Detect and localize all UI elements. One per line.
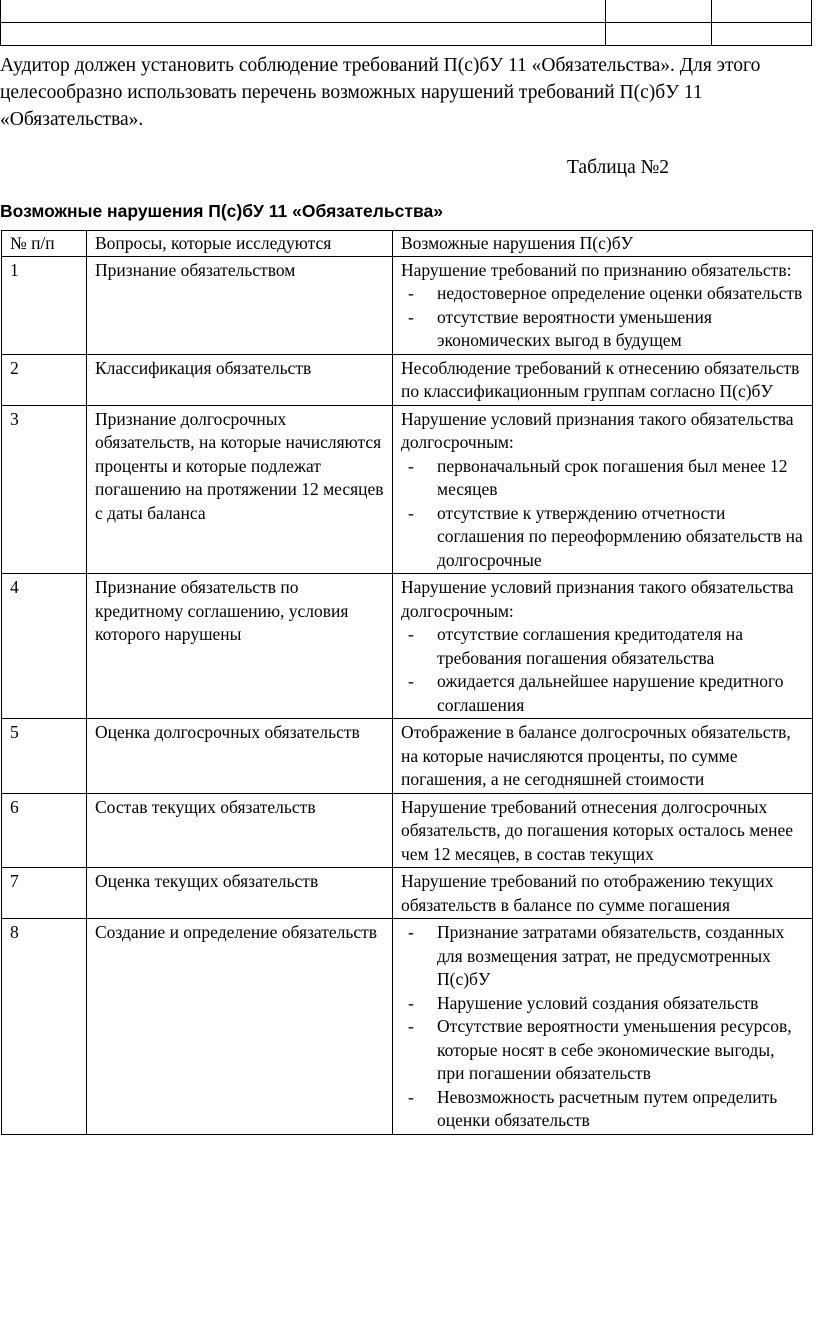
row-violation xyxy=(393,919,813,1135)
top-table-fragment xyxy=(0,0,812,46)
table-cell xyxy=(606,23,712,46)
row-question: Состав текущих обязательств xyxy=(87,793,393,868)
dash-marker: - xyxy=(408,1086,414,1107)
list-item-text: Невозможность расчетным путем определить оценки обязательств xyxy=(437,1086,778,1130)
table-cell xyxy=(606,0,712,23)
list-item-text: ожидается дальнейшее нарушение кредитного соглашения xyxy=(437,671,784,715)
row-number: 6 xyxy=(2,793,87,868)
table-cell xyxy=(1,0,606,23)
list-item-text: недостоверное определение оценки обязательств xyxy=(437,283,803,303)
row-violation xyxy=(393,574,813,719)
list-item-text: Признание затратами обязательств, созданных для возмещения затрат, не предусмотренных П(с)бУ xyxy=(437,922,785,989)
table-row xyxy=(2,256,813,354)
row-question: Признание обязательством xyxy=(87,256,393,354)
violation-list xyxy=(401,455,806,573)
intro-paragraph: Аудитор должен установить соблюдение требований П(с)бУ 11 «Обязательства». Для этого целесообразно использовать перечень возможных нарушений требований П(с)бУ 11 «Обязательства». xyxy=(0,55,761,130)
row-violation xyxy=(393,256,813,354)
row-question: Признание обязательств по кредитному соглашению, условия которого нарушены xyxy=(87,574,393,719)
row-number: 4 xyxy=(2,574,87,719)
dash-marker: - xyxy=(408,624,414,644)
table-body xyxy=(2,256,813,1134)
row-question: Оценка долгосрочных обязательств xyxy=(87,719,393,794)
dash-marker: - xyxy=(408,283,414,303)
violation-text: Нарушение требований отнесения долгосрочных обязательств, до погашения которых осталось менее чем 12 месяцев, в состав текущих xyxy=(401,796,793,864)
list-item-text: отсутствие вероятности уменьшения экономических выгод в будущем xyxy=(437,306,712,350)
table-row xyxy=(2,919,813,1135)
list-item xyxy=(401,1086,806,1133)
table-title: Возможные нарушения П(с)бУ 11 «Обязательства» xyxy=(0,201,443,221)
list-item xyxy=(401,992,806,1016)
table-cell xyxy=(712,0,812,23)
table-row xyxy=(2,574,813,719)
row-number: 7 xyxy=(2,868,87,919)
table-row xyxy=(2,719,813,794)
list-item xyxy=(401,502,806,573)
list-item-text: Нарушение условий создания обязательств xyxy=(437,992,759,1013)
violation-list xyxy=(401,921,806,1133)
list-item-text: отсутствие соглашения кредитодателя на требования погашения обязательства xyxy=(437,624,744,668)
row-number: 1 xyxy=(2,256,87,354)
list-item-text: первоначальный срок погашения был менее 12 месяцев xyxy=(437,455,788,499)
table-row xyxy=(2,868,813,919)
dash-marker: - xyxy=(408,922,414,942)
row-number: 8 xyxy=(2,919,87,1135)
list-item xyxy=(401,670,806,717)
row-violation xyxy=(393,793,813,868)
row-violation xyxy=(393,868,813,919)
violation-text: Нарушение требований по отображению текущих обязательств в балансе по сумме погашения xyxy=(401,871,774,915)
violation-text: Отображение в балансе долгосрочных обязательств, на которые начисляются проценты, по сумме погашения, а не сегодняшней стоимости xyxy=(401,722,791,789)
row-question: Оценка текущих обязательств xyxy=(87,868,393,919)
header-question: Вопросы, которые исследуются xyxy=(87,231,393,257)
dash-marker: - xyxy=(408,306,414,327)
row-question: Классификация обязательств xyxy=(87,354,393,405)
dash-marker: - xyxy=(408,671,414,691)
violation-text: Нарушение условий признания такого обязательства долгосрочным: xyxy=(401,577,794,621)
list-item xyxy=(401,455,806,502)
row-violation xyxy=(393,354,813,405)
list-item xyxy=(401,623,806,670)
table-row xyxy=(2,405,813,574)
list-item xyxy=(401,1015,806,1086)
violation-list xyxy=(401,282,806,353)
table-row xyxy=(2,793,813,868)
list-item xyxy=(401,282,806,306)
violation-text: Нарушение условий признания такого обязательства долгосрочным: xyxy=(401,408,794,452)
table-number-label: Таблица №2 xyxy=(567,157,670,178)
table-cell xyxy=(1,23,606,46)
list-item-text: отсутствие к утверждению отчетности соглашения по переоформлению обязательств на долгосрочные xyxy=(437,502,803,570)
dash-marker: - xyxy=(408,1016,414,1036)
row-number: 2 xyxy=(2,354,87,405)
row-violation xyxy=(393,405,813,574)
violation-text: Несоблюдение требований к отнесению обязательств по классификационным группам согласно П(с)бУ xyxy=(401,357,800,401)
table-row xyxy=(2,354,813,405)
table-row xyxy=(1,23,812,46)
table-cell xyxy=(712,23,812,46)
row-number: 5 xyxy=(2,719,87,794)
list-item xyxy=(401,921,806,992)
dash-marker: - xyxy=(408,455,414,476)
list-item-text: Отсутствие вероятности уменьшения ресурсов, которые носят в себе экономические выгоды, при погашении обязательств xyxy=(437,1016,792,1083)
table-header-row xyxy=(2,231,813,257)
dash-marker: - xyxy=(408,992,414,1013)
row-question: Признание долгосрочных обязательств, на которые начисляются проценты и которые подлежат погашению на протяжении 12 месяцев с даты баланса xyxy=(87,405,393,574)
violation-text: Нарушение требований по признанию обязательств: xyxy=(401,259,792,280)
table-row xyxy=(1,0,812,23)
row-violation xyxy=(393,719,813,794)
row-question: Создание и определение обязательств xyxy=(87,919,393,1135)
violation-list xyxy=(401,623,806,717)
dash-marker: - xyxy=(408,502,414,523)
header-violation: Возможные нарушения П(с)бУ xyxy=(393,231,813,257)
list-item xyxy=(401,306,806,353)
header-number: № п/п xyxy=(2,231,87,257)
violations-table xyxy=(1,230,813,1135)
row-number: 3 xyxy=(2,405,87,574)
